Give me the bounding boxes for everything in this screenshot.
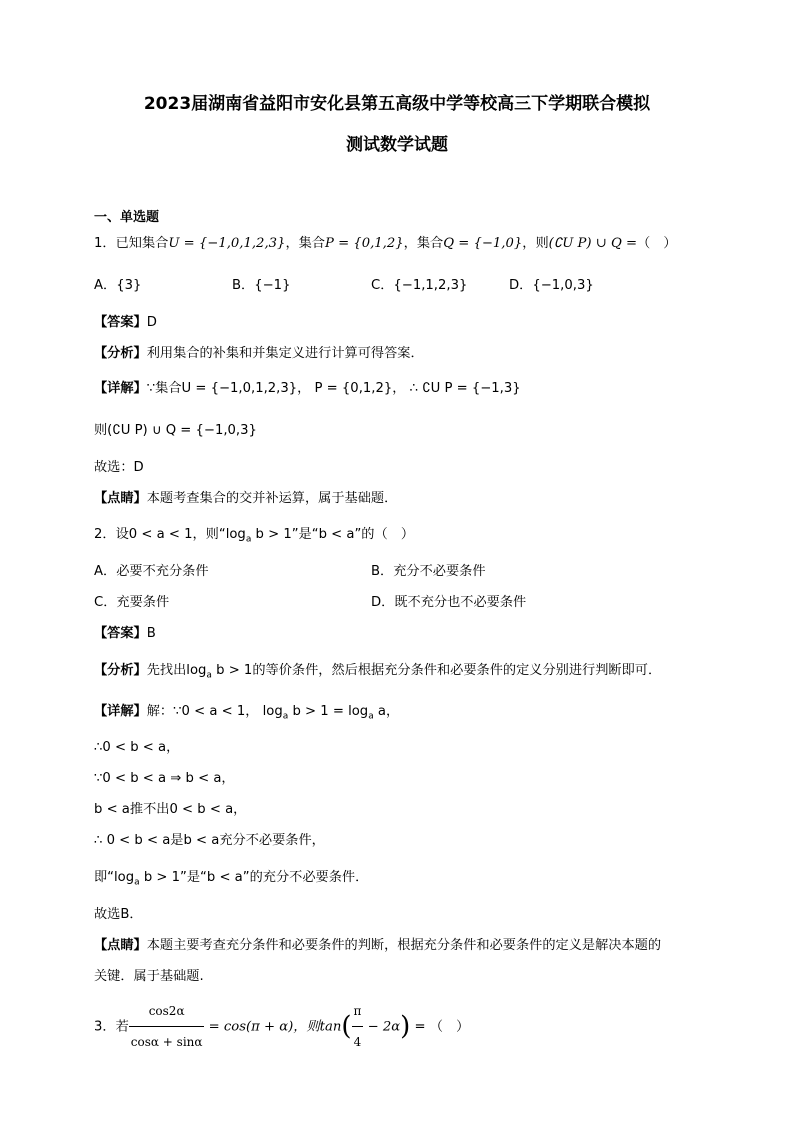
q2-detail-4: b < a推不出0 < b < a， (94, 802, 247, 817)
q2-stem: 2．设0 < a < 1，则“$\log_a$ b > 1”是“b < a”的（ ） (94, 527, 415, 545)
q3-stem: 3．若 $\frac{\cos 2\alpha}{\cos\alpha + \sin\alpha}$ = cos(π + α)，则tan( $\frac{\pi}{4}$ − 2α) = （ ） (94, 996, 469, 1057)
q2-comment-2: 关键．属于基础题. (94, 969, 204, 984)
q1-option-b: B．{−1} (232, 278, 291, 293)
q1-stem: 1．已知集合U = {−1,0,1,2,3}，集合P = {0,1,2}，集合Q = {−1,0}，则(∁U P) ∪ Q =（ ） (94, 236, 677, 251)
q2-detail-3: ∵0 < b < a ⇒ b < a， (94, 771, 235, 786)
title-line-2: 测试数学试题 (346, 135, 448, 155)
q2-comment-1: 【点睛】本题主要考查充分条件和必要条件的判断，根据充分条件和必要条件的定义是解决本题的 (94, 938, 662, 953)
q2-detail-1: 【详解】解：∵0 < a < 1， $\log_a b > 1 = \log_a a$， (94, 704, 400, 722)
q2-detail-5: ∴ 0 < b < a是b < a充分不必要条件， (94, 833, 325, 848)
q1-option-c: C．{−1,1,2,3} (371, 278, 468, 293)
q1-answer: 【答案】D (94, 315, 157, 330)
q1-detail-2: 则(∁U P) ∪ Q = {−1,0,3} (94, 423, 257, 438)
q3-fraction: $\frac{\cos 2\alpha}{\cos\alpha + \sin\alpha}$ (129, 996, 205, 1057)
q2-option-d: D．既不充分也不必要条件 (371, 595, 527, 610)
q2-detail-2: ∴0 < b < a， (94, 740, 180, 755)
q2-option-c: C．充要条件 (94, 595, 170, 610)
q3-pi-over-4: $\frac{\pi}{4}$ (352, 996, 364, 1057)
q2-detail-6: 即“$\log_a$ b > 1”是“b < a”的充分不必要条件． (94, 870, 369, 888)
title-line-1: 2023届湖南省益阳市安化县第五高级中学等校高三下学期联合模拟 (143, 94, 651, 114)
q1-detail-1: 【详解】∵集合U = {−1,0,1,2,3}， P = {0,1,2}， ∴ ∁U P = {−1,3} (94, 381, 521, 396)
section-heading: 一、单选题 (94, 210, 160, 225)
q2-option-a: A．必要不充分条件 (94, 564, 209, 579)
q2-analysis: 【分析】先找出$\log_a b > 1$的等价条件，然后根据充分条件和必要条件的定义分别进行判断即可． (94, 663, 662, 681)
q2-answer: 【答案】B (94, 626, 156, 641)
q1-analysis: 【分析】利用集合的补集和并集定义进行计算可得答案． (94, 346, 424, 361)
q2-option-b: B．充分不必要条件 (371, 564, 486, 579)
q1-choose: 故选：D (94, 460, 144, 475)
q1-option-a: A．{3} (94, 278, 142, 293)
q1-comment: 【点睛】本题考查集合的交并补运算，属于基础题． (94, 491, 398, 506)
q2-choose: 故选B． (94, 907, 143, 922)
q1-option-d: D．{−1,0,3} (509, 278, 594, 293)
